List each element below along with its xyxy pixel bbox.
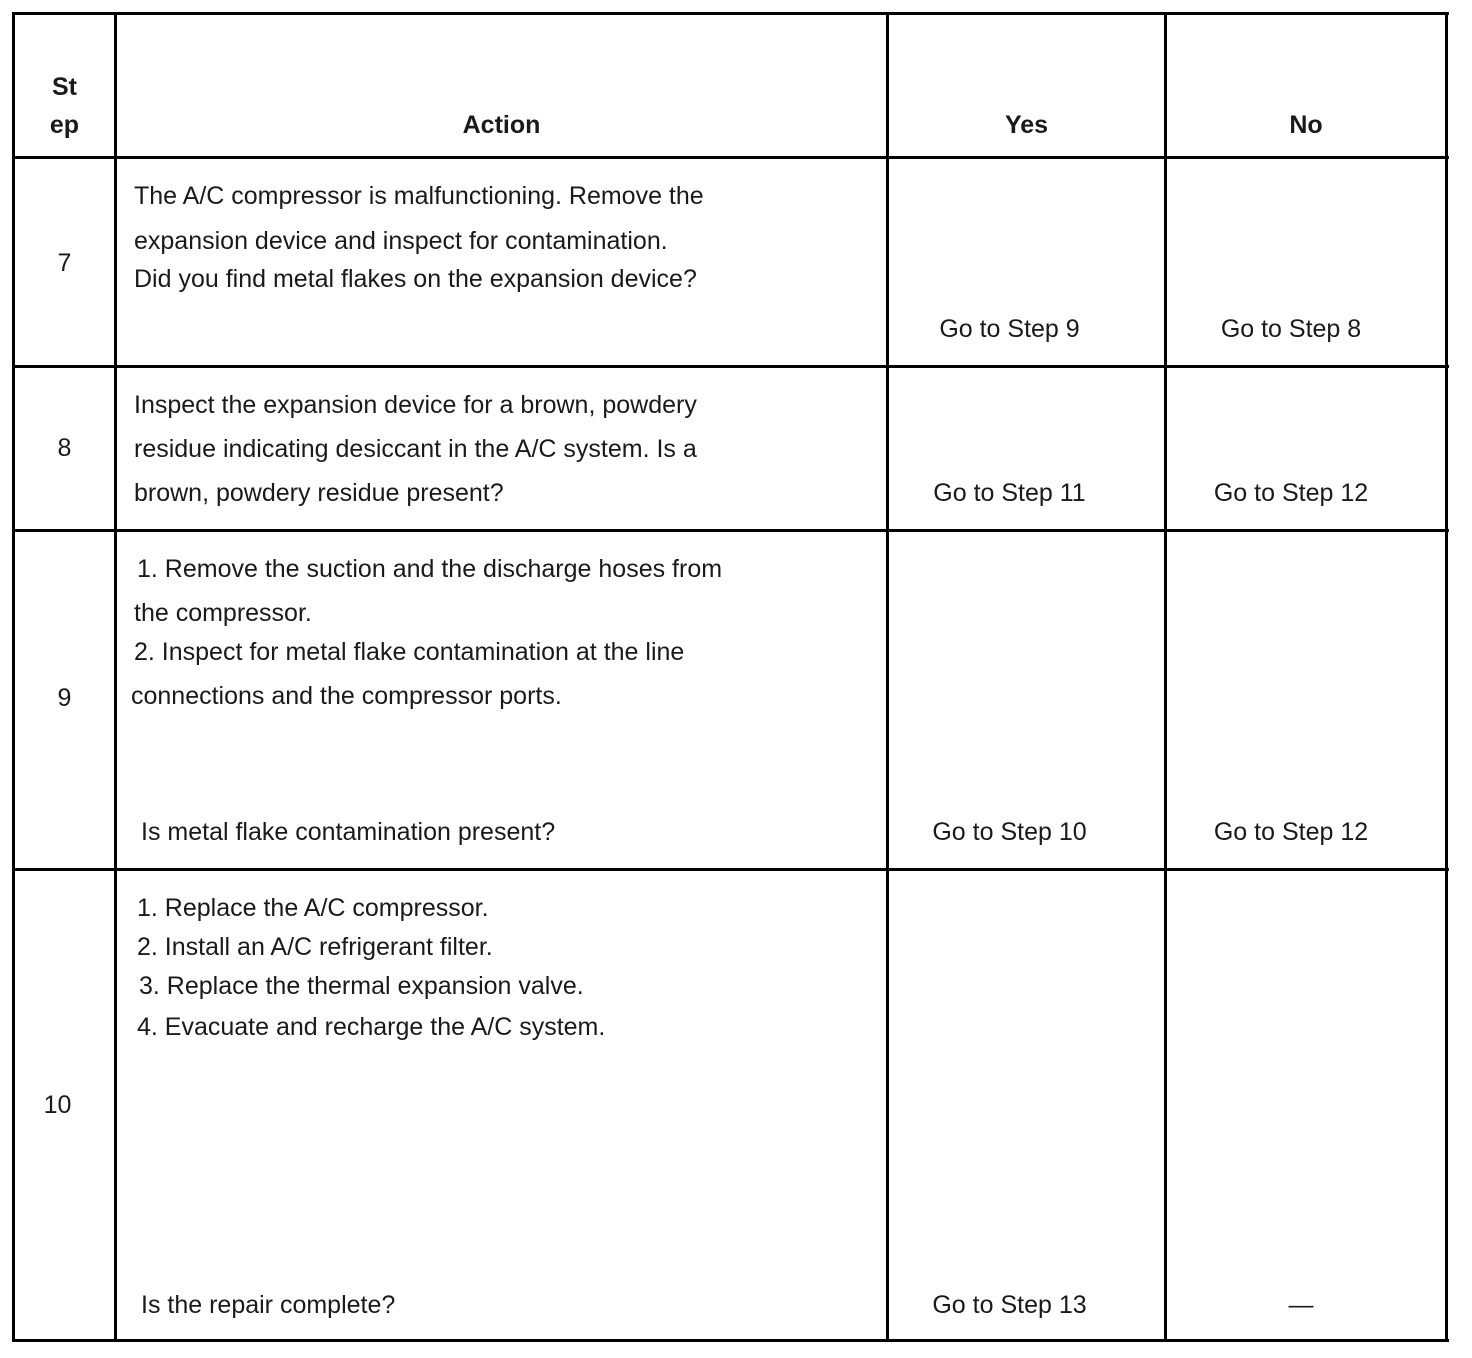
table-rule-action	[886, 12, 889, 1342]
yes-result: Go to Step 10	[932, 818, 1087, 846]
no-result: Go to Step 8	[1220, 315, 1362, 343]
action-text-line: 1. Replace the A/C compressor.	[137, 894, 489, 922]
table-rule-step	[114, 12, 117, 1342]
header-action: Action	[462, 111, 541, 139]
no-result: Go to Step 12	[1213, 818, 1369, 846]
step-number: 9	[57, 684, 72, 712]
action-question: Is the repair complete?	[141, 1291, 396, 1319]
table-rule-top	[12, 12, 1449, 15]
no-result: Go to Step 12	[1213, 479, 1369, 507]
action-text-line: the compressor.	[134, 599, 312, 627]
action-text-line: 4. Evacuate and recharge the A/C system.	[137, 1013, 606, 1041]
step-number: 7	[57, 249, 72, 277]
step-number: 10	[43, 1091, 72, 1119]
action-text-line: The A/C compressor is malfunctioning. Remove the	[134, 182, 704, 210]
action-text-line: 2. Install an A/C refrigerant filter.	[137, 933, 493, 961]
yes-result: Go to Step 9	[939, 315, 1080, 343]
header-step-line2: ep	[49, 111, 80, 139]
header-step	[15, 72, 114, 140]
header-no: No	[1289, 111, 1323, 139]
step-number: 8	[57, 434, 72, 462]
table-rule-yes	[1164, 12, 1167, 1342]
action-text-line: connections and the compressor ports.	[131, 682, 562, 710]
table-rule-row9	[12, 868, 1449, 871]
header-yes: Yes	[1004, 111, 1049, 139]
table-rule-right	[1445, 12, 1448, 1342]
action-text-line: 1. Remove the suction and the discharge hoses from	[137, 555, 723, 583]
table-rule-header	[12, 156, 1449, 159]
table-rule-row8	[12, 529, 1449, 532]
table-rule-bottom	[12, 1339, 1449, 1342]
action-text-line: 3. Replace the thermal expansion valve.	[139, 972, 584, 1000]
action-text-line: Inspect the expansion device for a brown, powdery	[134, 391, 697, 419]
action-text-line: residue indicating desiccant in the A/C system. Is a	[134, 435, 697, 463]
table-rule-left	[12, 12, 15, 1342]
action-text-line: brown, powdery residue present?	[134, 479, 504, 507]
table-rule-row7	[12, 365, 1449, 368]
yes-result: Go to Step 13	[932, 1291, 1087, 1319]
header-step-line1: St	[52, 73, 77, 101]
action-text-line: Did you find metal flakes on the expansion device?	[134, 265, 697, 293]
action-text-line: 2. Inspect for metal flake contamination at the line	[134, 638, 685, 666]
no-result: —	[1288, 1291, 1314, 1319]
action-question: Is metal flake contamination present?	[141, 818, 556, 846]
yes-result: Go to Step 11	[933, 479, 1086, 507]
action-text-line: expansion device and inspect for contamination.	[134, 227, 668, 255]
